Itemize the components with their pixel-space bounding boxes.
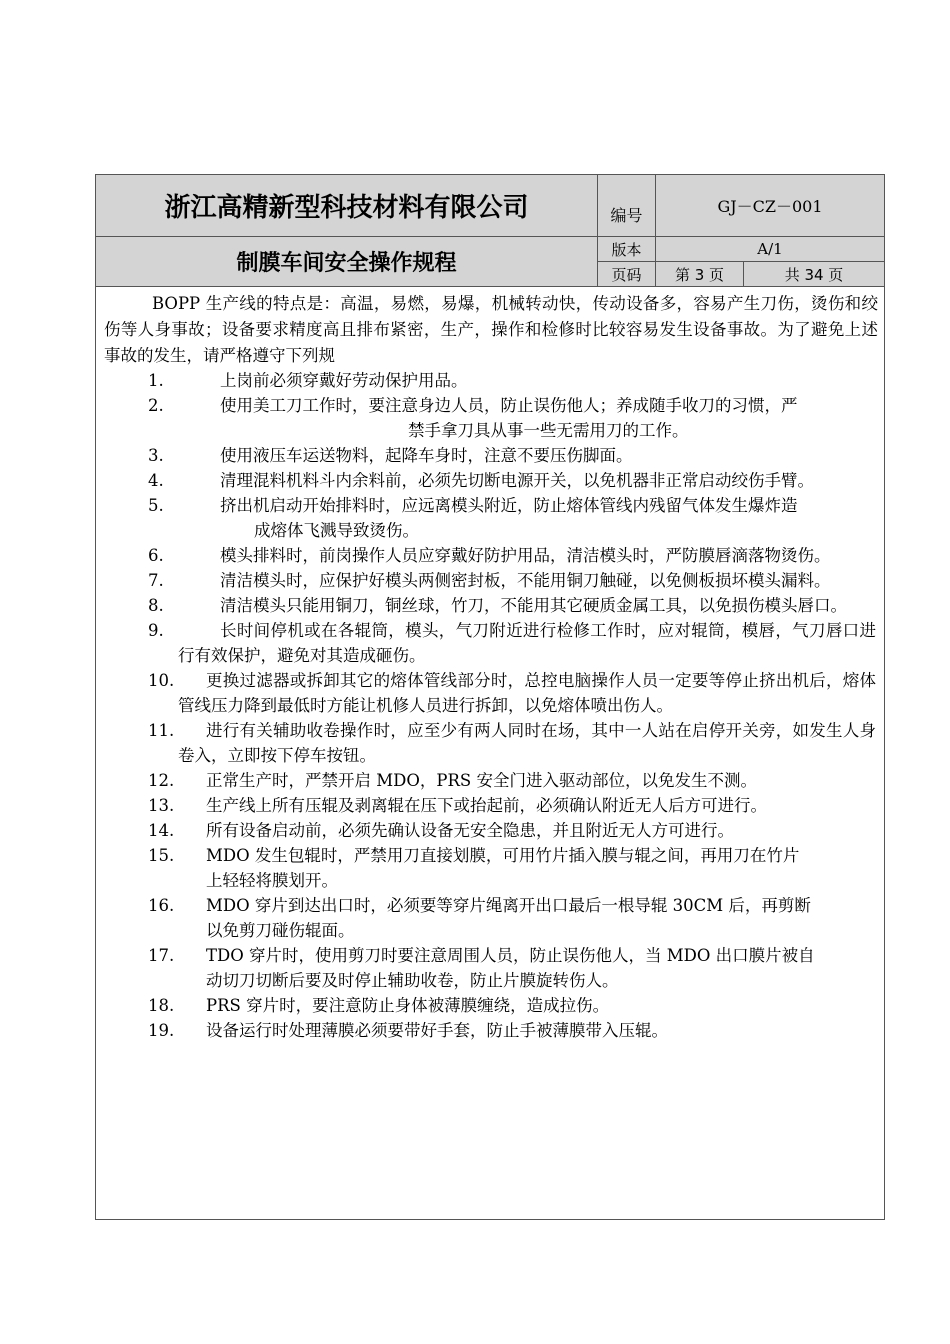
rule-text-continued: 成熔体飞溅导致烫伤。 <box>254 521 419 540</box>
rule-list <box>96 368 884 1043</box>
rule-number: 7. <box>148 571 164 590</box>
rule-number: 17. <box>148 946 175 965</box>
rule-item <box>96 943 884 993</box>
rule-text: TDO 穿片时，使用剪刀时要注意周围人员，防止误伤他人，当 MDO 出口膜片被自 <box>206 946 815 965</box>
rule-item <box>96 793 884 818</box>
rule-item <box>96 668 884 718</box>
rule-text: 使用美工刀工作时，要注意身边人员，防止误伤他人；养成随手收刀的习惯，严 <box>220 396 798 415</box>
rule-number: 8. <box>148 596 164 615</box>
rule-text-continued: 上轻轻将膜划开。 <box>206 871 338 890</box>
rule-number: 16. <box>148 896 175 915</box>
rule-number: 10. <box>148 671 175 690</box>
doc-number-value: GJ－CZ－001 <box>656 175 884 237</box>
rule-item <box>96 618 884 668</box>
rule-text-continued: 禁手拿刀具从事一些无需用刀的工作。 <box>408 421 689 440</box>
rule-text: 长时间停机或在各辊筒，模头，气刀附近进行检修工作时，应对辊筒，模唇，气刀唇口进行有效保护，避免对其造成砸伤。 <box>178 621 876 665</box>
rule-number: 13. <box>148 796 175 815</box>
rule-number: 2. <box>148 396 164 415</box>
intro-paragraph: BOPP 生产线的特点是：高温，易燃，易爆，机械转动快，传动设备多，容易产生刀伤，烫伤和绞伤等人身事故；设备要求精度高且排布紧密，生产，操作和检修时比较容易发生设备事故。为了避免上述事故的发生，请严格遵守下列规 <box>104 294 878 365</box>
rule-item <box>96 568 884 593</box>
document-body <box>96 287 884 1217</box>
rule-text: 生产线上所有压辊及剥离辊在压下或抬起前，必须确认附近无人后方可进行。 <box>206 796 767 815</box>
rule-text: 清洁模头只能用铜刀，铜丝球，竹刀，不能用其它硬质金属工具，以免损伤模头唇口。 <box>220 596 847 615</box>
rule-text: MDO 穿片到达出口时，必须要等穿片绳离开出口最后一根导辊 30CM 后，再剪断 <box>206 896 811 915</box>
rule-number: 15. <box>148 846 175 865</box>
rule-number: 9. <box>148 621 164 640</box>
rule-text: PRS 穿片时，要注意防止身体被薄膜缠绕，造成拉伤。 <box>206 996 610 1015</box>
rule-item <box>96 593 884 618</box>
version-label: 版本 <box>598 237 656 262</box>
rule-number: 19. <box>148 1021 175 1040</box>
rule-text: 上岗前必须穿戴好劳动保护用品。 <box>220 371 468 390</box>
rule-text: 更换过滤器或拆卸其它的熔体管线部分时，总控电脑操作人员一定要等停止挤出机后，熔体管线压力降到最低时方能让机修人员进行拆卸，以免熔体喷出伤人。 <box>178 671 876 715</box>
rule-item <box>96 818 884 843</box>
rule-text-continued: 动切刀切断后要及时停止辅助收卷，防止片膜旋转伤人。 <box>206 971 619 990</box>
rule-text: 挤出机启动开始排料时，应远离模头附近，防止熔体管线内残留气体发生爆炸造 <box>220 496 798 515</box>
doc-number-label: 编号 <box>598 175 656 237</box>
page-current: 第 3 页 <box>656 262 744 286</box>
rule-item <box>96 768 884 793</box>
rule-number: 12. <box>148 771 175 790</box>
rule-text: 设备运行时处理薄膜必须要带好手套，防止手被薄膜带入压辊。 <box>206 1021 668 1040</box>
rule-item <box>96 468 884 493</box>
rule-text: 正常生产时，严禁开启 MDO，PRS 安全门进入驱动部位，以免发生不测。 <box>206 771 757 790</box>
rule-text: 清洁模头时，应保护好模头两侧密封板，不能用铜刀触碰，以免侧板损坏模头漏料。 <box>220 571 831 590</box>
rule-item <box>96 493 884 543</box>
document-title: 制膜车间安全操作规程 <box>96 237 598 286</box>
rule-item <box>96 1018 884 1043</box>
version-value: A/1 <box>656 237 884 262</box>
rule-text: 模头排料时，前岗操作人员应穿戴好防护用品，清洁模头时，严防膜唇滴落物烫伤。 <box>220 546 831 565</box>
rule-item <box>96 443 884 468</box>
page-label: 页码 <box>598 262 656 286</box>
rule-number: 4. <box>148 471 164 490</box>
rule-text: 使用液压车运送物料，起降车身时，注意不要压伤脚面。 <box>220 446 633 465</box>
page-total: 共 34 页 <box>744 262 884 286</box>
rule-number: 14. <box>148 821 175 840</box>
rule-text: 所有设备启动前，必须先确认设备无安全隐患，并且附近无人方可进行。 <box>206 821 734 840</box>
company-name: 浙江高精新型科技材料有限公司 <box>96 175 598 237</box>
rule-number: 5. <box>148 496 164 515</box>
rule-text: MDO 发生包辊时，严禁用刀直接划膜，可用竹片插入膜与辊之间，再用刀在竹片 <box>206 846 800 865</box>
rule-number: 11. <box>148 721 175 740</box>
document-frame <box>95 174 885 1220</box>
rule-item <box>96 393 884 443</box>
rule-item <box>96 543 884 568</box>
rule-number: 1. <box>148 371 164 390</box>
rule-item <box>96 843 884 893</box>
rule-item <box>96 718 884 768</box>
rule-text: 进行有关辅助收卷操作时，应至少有两人同时在场，其中一人站在启停开关旁，如发生人身卷入，立即按下停车按钮。 <box>178 721 876 765</box>
rule-number: 3. <box>148 446 164 465</box>
rule-number: 6. <box>148 546 164 565</box>
rule-number: 18. <box>148 996 175 1015</box>
rule-item <box>96 368 884 393</box>
document-header <box>96 175 884 286</box>
rule-item <box>96 893 884 943</box>
rule-text-continued: 以免剪刀碰伤辊面。 <box>206 921 355 940</box>
rule-item <box>96 993 884 1018</box>
rule-text: 清理混料机料斗内余料前，必须先切断电源开关，以免机器非正常启动绞伤手臂。 <box>220 471 814 490</box>
